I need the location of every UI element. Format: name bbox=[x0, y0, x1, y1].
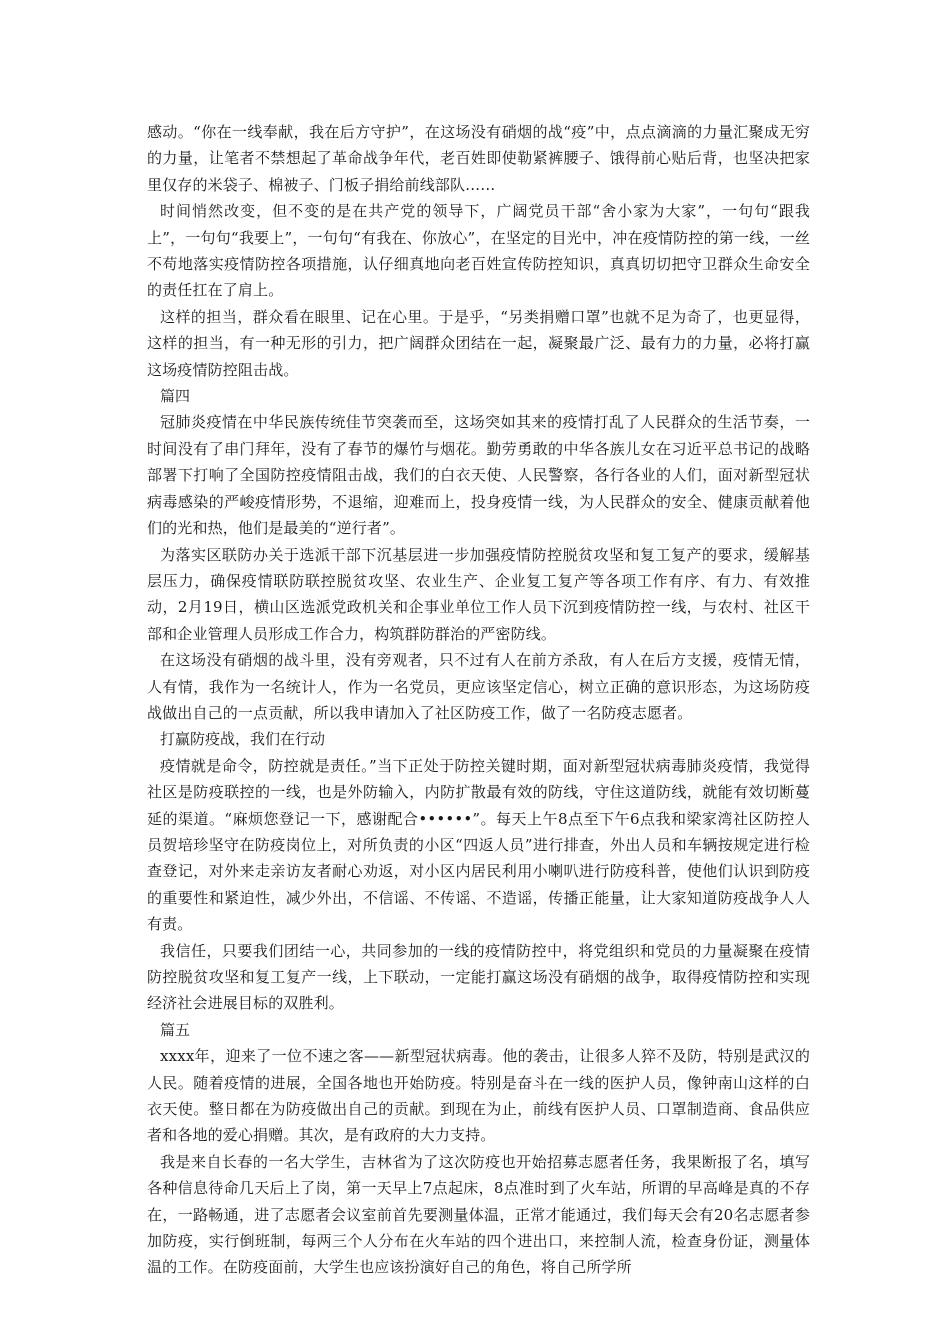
paragraph: 时间悄然改变，但不变的是在共产党的领导下，广阔党员干部“舍小家为大家”，一句句“跟我上”，一句句“我要上”，一句句“有我在、你放心”，在坚定的目光中，冲在疫情防控的第一线，一丝不苟地落实疫情防控各项措施，认仔细真地向老百姓宣传防控知识，真真切切把守卫群众生命安全的责任扛在了肩上。 bbox=[147, 202, 810, 300]
paragraph: 在这场没有硝烟的战斗里，没有旁观者，只不过有人在前方杀敌，有人在后方支援，疫情无情，人有情，我作为一名统计人，作为一名党员，更应该坚定信心，树立正确的意识形态，为这场防疫战做出自己的一点贡献，所以我申请加入了社区防疫工作，做了一名防疫志愿者。 bbox=[147, 651, 810, 722]
paragraph: 我是来自长春的一名大学生，吉林省为了这次防疫也开始招募志愿者任务，我果断报了名，填写各种信息待命几天后上了岗，第一天早上7点起床，8点准时到了火车站，所谓的早高峰是真的不存在，一路畅通，进了志愿者会议室前首先要测量体温，正常才能通过，我们每天会有20名志愿者参加防疫，实行倒班制，每两三个人分布在火车站的四个进出口，来控制人流，检查身份证，测量体温的工作。在防疫面前，大学生也应该扮演好自己的角色，将自己所学所 bbox=[147, 1152, 810, 1277]
paragraph: 我信任，只要我们团结一心，共同参加的一线的疫情防控中，将党组织和党员的力量凝聚在疫情防控脱贫攻坚和复工复产一线，上下联动，一定能打赢这场没有硝烟的战争，取得疫情防控和实现经济社会进展目标的双胜利。 bbox=[147, 941, 810, 1013]
paragraph: 疫情就是命令，防控就是责任。”当下正处于防控关键时期，面对新型冠状病毒肺炎疫情，我觉得社区是防疫联控的一线，也是外防输入，内防扩散最有效的防线，守住这道防线，就能有效切断蔓延的渠道。“麻烦您登记一下，感谢配合••••••”。每天上午8点至下午6点我和梁家湾社区防控人员贺培珍坚守在防疫岗位上，对所负责的小区“四返人员”进行排查，外出人员和车辆按规定进行检查登记，对外来走亲访友者耐心劝返，对小区内居民利用小喇叭进行防疫科普，使他们认识到防疫的重要性和紧迫性，减少外出，不信谣、不传谣、不造谣，传播正能量，让大家知道防疫战争人人有责。 bbox=[147, 756, 810, 934]
paragraph: 这样的担当，群众看在眼里、记在心里。于是乎，“另类捐赠口罩”也就不足为奇了，也更显得，这样的担当，有一种无形的引力，把广阔群众团结在一起，凝聚最广泛、最有力的力量，必将打赢这场疫情防控阻击战。 bbox=[147, 307, 810, 379]
section-heading-4: 篇四 bbox=[160, 387, 191, 406]
paragraph: xxxx年，迎来了一位不速之客——新型冠状病毒。他的袭击，让很多人猝不及防，特别是武汉的人民。随着疫情的进展，全国各地也开始防疫。特别是奋斗在一线的医护人员，像钟南山这样的白衣天使。整日都在为防疫做出自己的贡献。到现在为止，前线有医护人员、口罩制造商、食品供应者和各地的爱心捐赠。其次，是有政府的大力支持。 bbox=[147, 1047, 810, 1145]
paragraph: 冠肺炎疫情在中华民族传统佳节突袭而至，这场突如其来的疫情打乱了人民群众的生活节奏，一时间没有了串门拜年，没有了春节的爆竹与烟花。勤劳勇敢的中华各族儿女在习近平总书记的战略部署下打响了全国防控疫情阻击战，我们的白衣天使、人民警察，各行各业的人们，面对新型冠状病毒感染的严峻疫情形势，不退缩，迎难而上，投身疫情一线，为人民群众的安全、健康贡献着他们的光和热，他们是最美的“逆行者”。 bbox=[147, 413, 810, 538]
paragraph: 为落实区联防办关于选派干部下沉基层进一步加强疫情防控脱贫攻坚和复工复产的要求，缓解基层压力，确保疫情联防联控脱贫攻坚、农业生产、企业复工复产等各项工作有序、有力、有效推动，2月19日，横山区选派党政机关和企事业单位工作人员下沉到疫情防控一线，与农村、社区干部和企业管理人员形成工作合力，构筑群防群治的严密防线。 bbox=[147, 545, 810, 643]
section-heading-5: 篇五 bbox=[160, 1020, 191, 1039]
paragraph-continued: 感动。“你在一线奉献，我在后方守护”，在这场没有硝烟的战“疫”中，点点滴滴的力量汇聚成无穷的力量，让笔者不禁想起了革命战争年代，老百姓即使勒紧裤腰子、饿得前心贴后背，也坚决把家里仅存的米袋子、棉被子、门板子捐给前线部队…… bbox=[147, 123, 810, 194]
subheading: 打赢防疫战，我们在行动 bbox=[160, 730, 326, 749]
